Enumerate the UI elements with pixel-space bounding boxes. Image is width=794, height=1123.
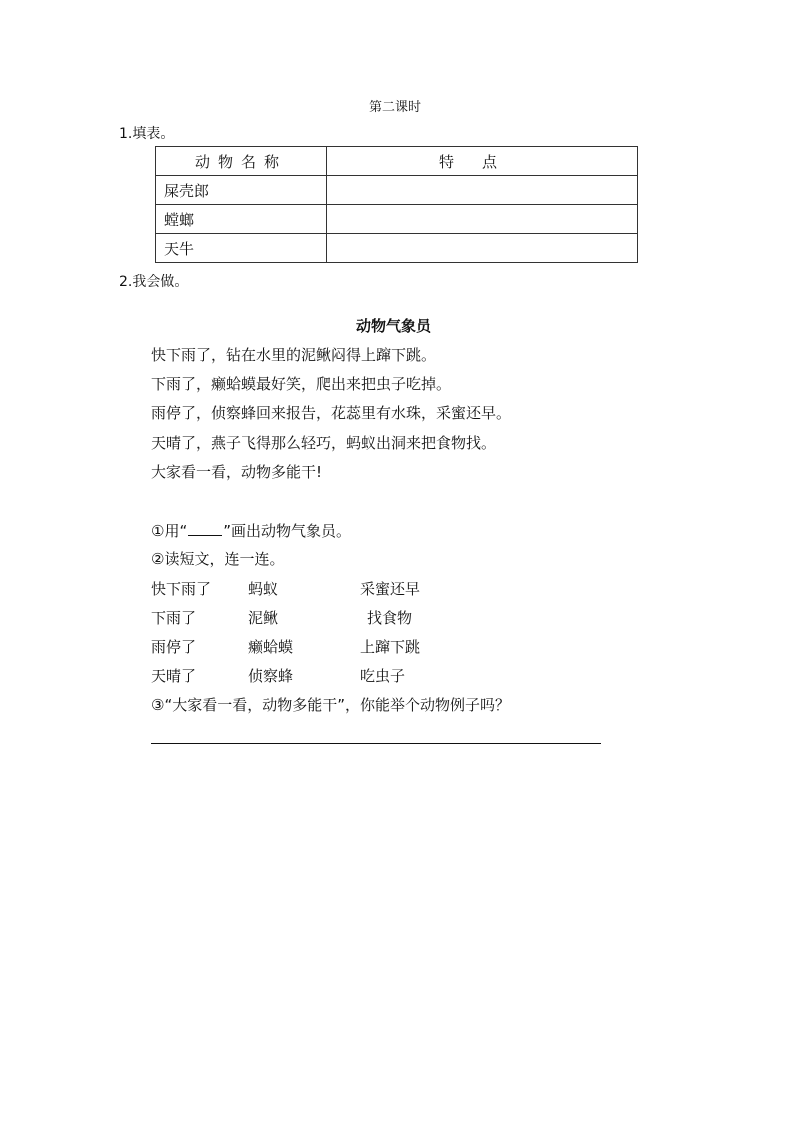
table-row bbox=[156, 205, 638, 234]
poem-line: 下雨了，癞蛤蟆最好笑，爬出来把虫子吃掉。 bbox=[151, 375, 452, 393]
match-left-item[interactable]: 下雨了 bbox=[151, 609, 197, 627]
match-middle-item[interactable]: 泥鳅 bbox=[248, 609, 279, 627]
fill-table bbox=[155, 146, 638, 263]
match-middle-item[interactable]: 蚂蚁 bbox=[248, 580, 279, 598]
animal-cell: 天牛 bbox=[156, 234, 327, 263]
table-header-row bbox=[156, 147, 638, 176]
underline-sample bbox=[188, 523, 222, 536]
header-animal-name: 动物名称 bbox=[156, 147, 327, 176]
feature-answer-cell[interactable] bbox=[327, 176, 638, 205]
poem-title: 动物气象员 bbox=[356, 317, 432, 335]
animal-cell: 螳螂 bbox=[156, 205, 327, 234]
feature-answer-cell[interactable] bbox=[327, 205, 638, 234]
answer-line[interactable] bbox=[151, 743, 601, 744]
match-right-item[interactable]: 找食物 bbox=[367, 609, 413, 627]
match-left-item[interactable]: 天晴了 bbox=[151, 667, 197, 685]
header-feature: 特点 bbox=[327, 147, 638, 176]
match-right-item[interactable]: 吃虫子 bbox=[360, 667, 406, 685]
match-right-item[interactable]: 上蹿下跳 bbox=[360, 638, 421, 656]
match-middle-item[interactable]: 癞蛤蟆 bbox=[248, 638, 294, 656]
table-row bbox=[156, 234, 638, 263]
question-2-prompt: 2.我会做。 bbox=[119, 274, 189, 290]
match-left-item[interactable]: 快下雨了 bbox=[151, 580, 212, 598]
task-1: ①用“ ”画出动物气象员。 bbox=[151, 522, 351, 540]
poem-line: 大家看一看，动物多能干! bbox=[151, 463, 323, 481]
task-2: ②读短文，连一连。 bbox=[151, 550, 285, 568]
question-1-prompt: 1.填表。 bbox=[119, 126, 175, 142]
poem-line: 快下雨了，钻在水里的泥鳅闷得上蹿下跳。 bbox=[151, 346, 437, 364]
animal-cell: 屎壳郎 bbox=[156, 176, 327, 205]
match-middle-item[interactable]: 侦察蜂 bbox=[248, 667, 294, 685]
page-title: 第二课时 bbox=[369, 100, 422, 115]
poem-line: 雨停了，侦察蜂回来报告，花蕊里有水珠，采蜜还早。 bbox=[151, 404, 512, 422]
table-row bbox=[156, 176, 638, 205]
match-left-item[interactable]: 雨停了 bbox=[151, 638, 197, 656]
feature-answer-cell[interactable] bbox=[327, 234, 638, 263]
poem-line: 天晴了，燕子飞得那么轻巧，蚂蚁出洞来把食物找。 bbox=[151, 434, 497, 452]
match-right-item[interactable]: 采蜜还早 bbox=[360, 580, 421, 598]
task-3: ③“大家看一看，动物多能干”，你能举个动物例子吗？ bbox=[151, 696, 510, 714]
